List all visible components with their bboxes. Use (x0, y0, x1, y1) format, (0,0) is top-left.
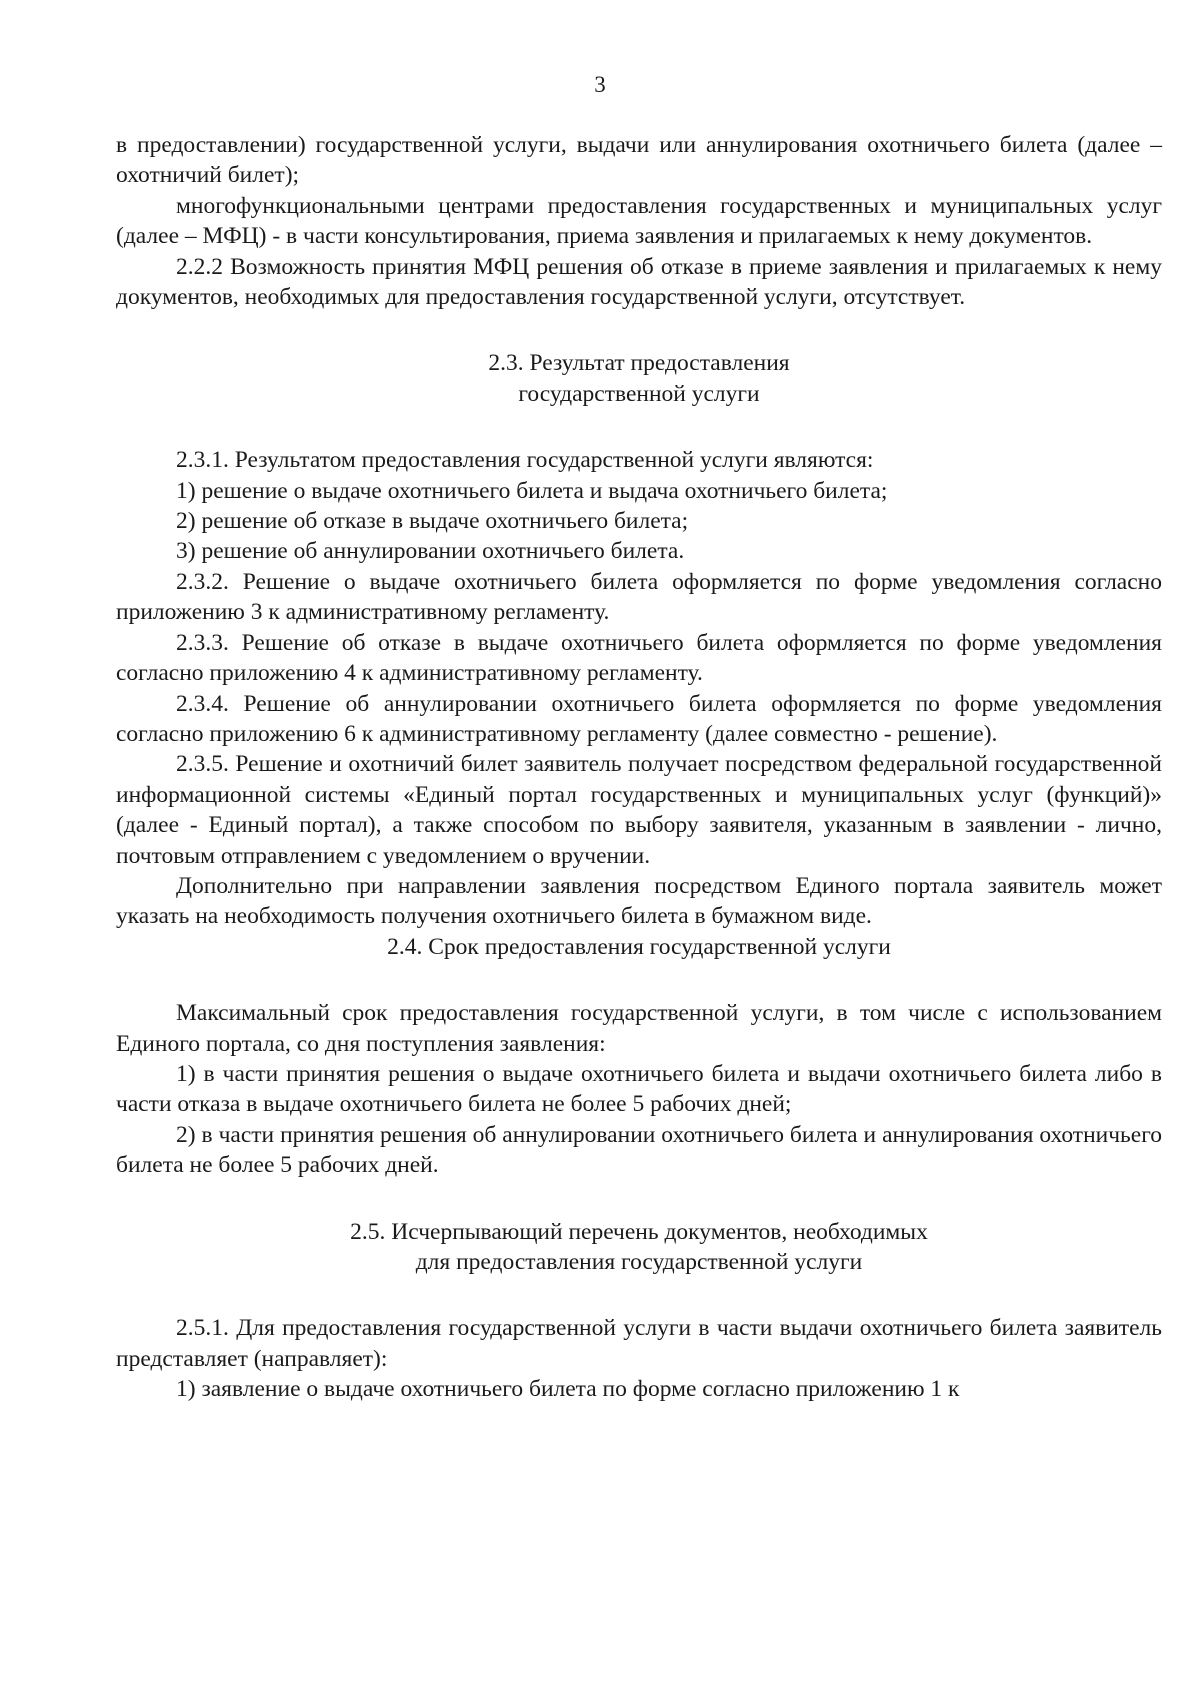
paragraph: 2) решение об отказе в выдаче охотничьего билета; (176, 508, 689, 535)
paragraph: 1) решение о выдаче охотничьего билета и выдача охотничьего билета; (176, 477, 888, 504)
paragraph: 2.3.2. Решение о выдаче охотничьего билета оформляется по форме уведомления согласно приложению 3 к административному регламенту. (116, 568, 1162, 626)
spacer (116, 1277, 1162, 1313)
paragraph: Дополнительно при направлении заявления посредством Единого портала заявитель может указать на необходимость получения охотничьего билета в бумажном виде. (116, 872, 1162, 930)
paragraph: 2) в части принятия решения об аннулировании охотничьего билета и аннулирования охотничьего билета не более 5 рабочих дней. (116, 1121, 1162, 1179)
spacer (116, 962, 1162, 998)
section-heading (116, 1217, 1162, 1278)
section-heading-line: для предоставления государственной услуги (415, 1249, 863, 1275)
paragraph: 2.5.1. Для предоставления государственной услуги в части выдачи охотничьего билета заявитель представляет (направляет): (116, 1315, 1162, 1372)
section-heading (116, 348, 1162, 409)
section-heading-line: государственной услуги (518, 380, 760, 407)
spacer (116, 312, 1162, 348)
document-body (116, 130, 1162, 1405)
paragraph: 3) решение об аннулировании охотничьего билета. (176, 538, 685, 565)
paragraph: в предоставлении) государственной услуги, выдачи или аннулирования охотничьего билета (далее – охотничий билет); (116, 132, 1162, 189)
paragraph: 2.2.2 Возможность принятия МФЦ решения об отказе в приеме заявления и прилагаемых к нему документов, необходимых для предоставления государственной услуги, отсутствует. (116, 253, 1162, 311)
section-heading (116, 932, 1162, 962)
paragraph: 1) заявление о выдаче охотничьего билета по форме согласно приложению 1 к (176, 1376, 960, 1403)
paragraph: Максимальный срок предоставления государственной услуги, в том числе с использованием Единого портала, со дня поступления заявления: (116, 1000, 1162, 1057)
paragraph: 2.3.1. Результатом предоставления государственной услуги являются: (176, 447, 874, 474)
spacer (116, 1181, 1162, 1217)
paragraph: 2.3.4. Решение об аннулировании охотничьего билета оформляется по форме уведомления согласно приложению 6 к административному регламенту (далее совместно - решение). (116, 690, 1162, 747)
paragraph: многофункциональными центрами предоставления государственных и муниципальных услуг (далее – МФЦ) - в части консультирования, приема заявления и прилагаемых к нему документов. (116, 192, 1162, 250)
paragraph: 2.3.3. Решение об отказе в выдаче охотничьего билета оформляется по форме уведомления согласно приложению 4 к административному регламенту. (116, 629, 1162, 687)
section-heading-line: 2.5. Исчерпывающий перечень документов, необходимых (350, 1218, 928, 1245)
spacer (116, 409, 1162, 445)
paragraph: 2.3.5. Решение и охотничий билет заявитель получает посредством федеральной государственной информационной системы «Единый портал государственных и муниципальных услуг (функций)» (далее - Единый портал), а также способом по выбору заявителя, указанным в заявлении - лично, почтовым отправлением с уведомлением о вручении. (116, 751, 1162, 869)
paragraph: 1) в части принятия решения о выдаче охотничьего билета и выдачи охотничьего билета либо в части отказа в выдаче охотничьего билета не более 5 рабочих дней; (116, 1060, 1162, 1118)
section-heading-line: 2.3. Результат предоставления (488, 350, 790, 377)
section-heading-line: 2.4. Срок предоставления государственной услуги (387, 933, 891, 960)
page-number: 3 (594, 72, 606, 97)
